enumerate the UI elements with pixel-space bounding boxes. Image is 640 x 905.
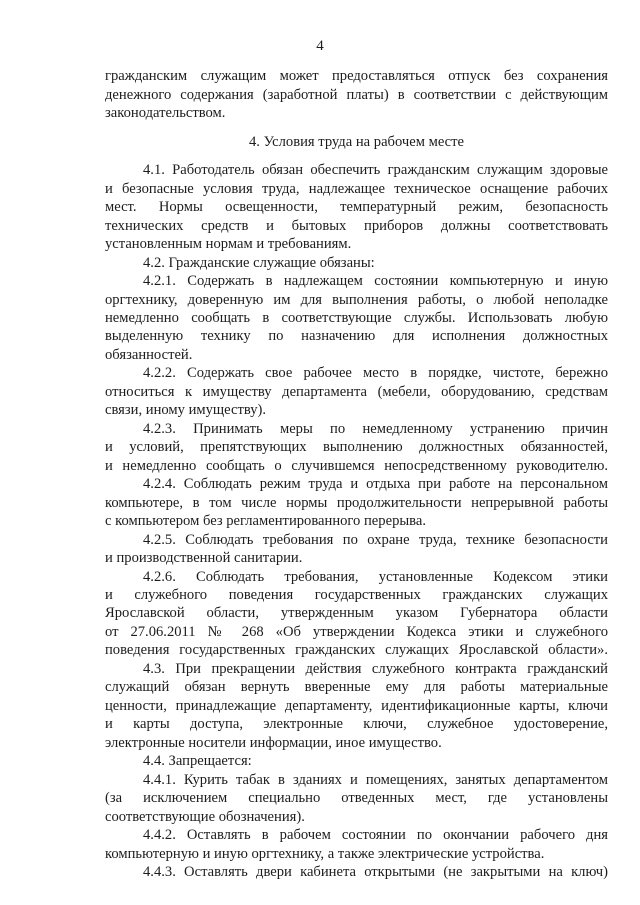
text-line: соответствующие обозначения). [105,808,305,825]
text-line: 4.2.5. Соблюдать требования по охране труда, технике безопасности [143,531,608,548]
text-line: поведения государственных гражданских служащих Ярославской области». [105,642,608,659]
text-line: относиться к имуществу департамента (мебели, оборудованию, средствам [105,383,608,400]
section-heading: 4. Условия труда на рабочем месте [248,133,465,150]
text-line: мест. Нормы освещенности, температурный режим, безопасность [105,199,608,216]
text-line: 4.2.2. Содержать свое рабочее место в порядке, чистоте, бережно [143,365,608,382]
page-number: 4 [316,38,324,54]
text-line: 4.1. Работодатель обязан обеспечить гражданским служащим здоровые [143,162,608,179]
text-line: (за исключением специально отведенных мест, где установлены [105,790,608,807]
text-line: 4.2.4. Соблюдать режим труда и отдыха при работе на персональном [143,476,608,493]
text-line: Ярославской области, утвержденным указом Губернатора области [105,605,608,622]
text-line: 4.4.3. Оставлять двери кабинета открытыми (не закрытыми на ключ) [143,864,608,880]
text-line: компьютере, в том числе нормы продолжительности непрерывной работы [105,494,608,511]
text-line: технических средств и бытовых приборов должны соответствовать [105,217,608,234]
text-line: денежного содержания (заработной платы) в соответствии с действующим [105,86,608,103]
text-line: и служебного поведения государственных гражданских служащих [105,587,608,603]
text-line: с компьютером без регламентированного перерыва. [105,513,426,530]
text-line: 4.4.1. Курить табак в зданиях и помещениях, занятых департаментом [143,771,608,788]
text-line: от 27.06.2011 № 268 «Об утверждении Кодекса этики и служебного [105,623,608,640]
text-line: 4.2.6. Соблюдать требования, установленные Кодексом этики [143,568,608,585]
text-line: 4.4.2. Оставлять в рабочем состоянии по окончании рабочего дня [143,827,608,844]
text-line: ценности, принадлежащие департаменту, идентификационные карты, ключи [105,697,608,714]
text-line: 4.4. Запрещается: [143,753,252,770]
text-line: 4.3. При прекращении действия служебного контракта гражданский [143,660,608,677]
text-line: и немедленно сообщать о случившемся непосредственному руководителю. [105,457,608,474]
text-line: связи, иному имуществу). [105,402,267,419]
text-line: и производственной санитарии. [105,550,303,566]
text-line: законодательством. [105,104,226,121]
text-line: гражданским служащим может предоставляться отпуск без сохранения [105,68,608,84]
text-line: выделенную технику по назначению для исполнения должностных [105,328,608,345]
text-line: и безопасные условия труда, надлежащее техническое оснащение рабочих [105,180,608,197]
text-line: немедленно сообщать в соответствующие службы. Использовать любую [105,309,608,326]
text-line: электронные носители информации, иное имущество. [105,734,442,751]
text-line: обязанностей. [105,346,193,363]
text-line: и карты доступа, электронные ключи, служебное удостоверение, [105,716,608,733]
text-line: компьютерную и иную оргтехнику, а также электрические устройства. [105,845,545,862]
text-line: служащий обязан вернуть вверенные ему для работы материальные [105,679,608,696]
text-line: оргтехнику, доверенную им для выполнения работы, о любой неполадке [105,291,608,308]
text-line: установленным нормам и требованиям. [105,236,352,253]
text-line: 4.2. Гражданские служащие обязаны: [143,254,375,271]
text-line: и условий, препятствующих выполнению должностных обязанностей, [105,439,608,456]
text-line: 4.2.1. Содержать в надлежащем состоянии компьютерную и иную [143,273,608,289]
text-line: 4.2.3. Принимать меры по немедленному устранению причин [143,420,608,437]
